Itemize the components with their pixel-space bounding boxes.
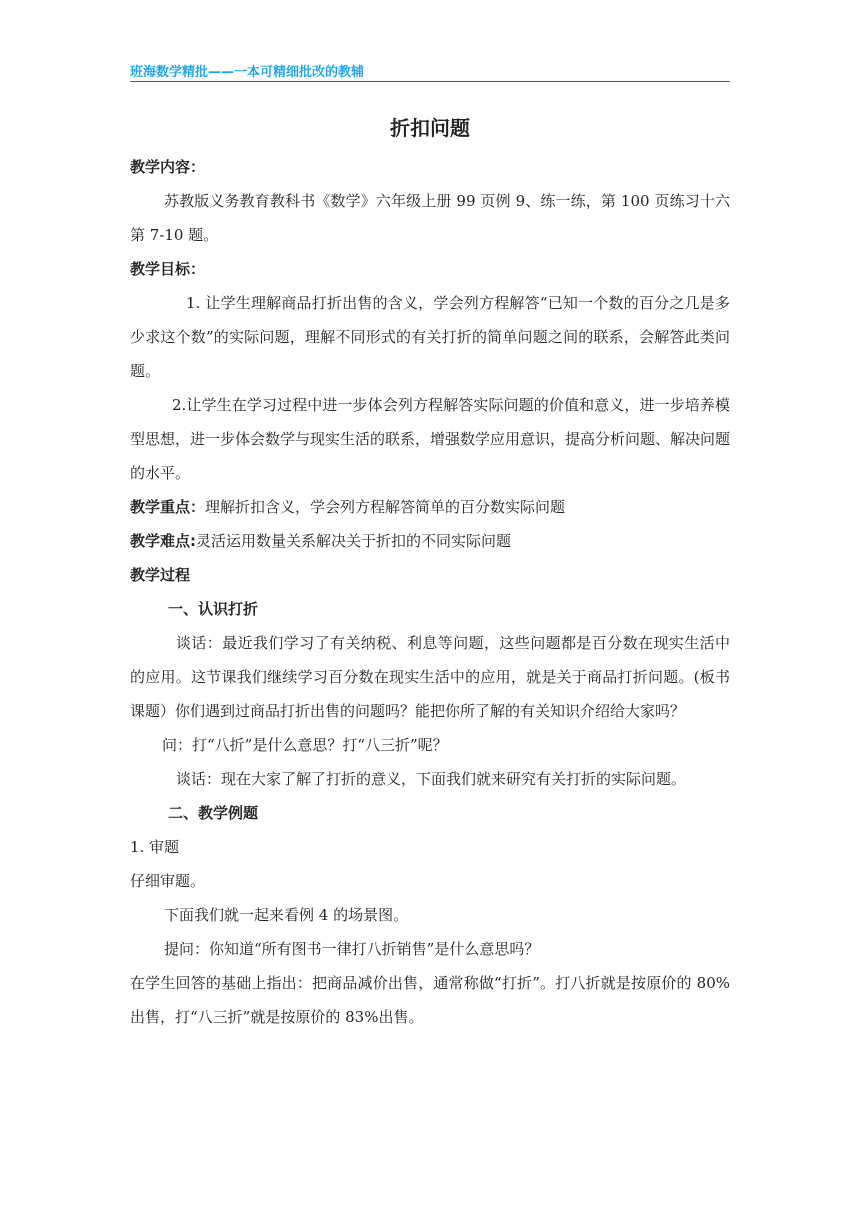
question-paragraph: 提问：你知道“所有图书一律打八折销售”是什么意思吗？ xyxy=(164,940,540,958)
difficulty-label: 教学难点: xyxy=(130,532,196,550)
page-header xyxy=(130,61,730,82)
section-2-heading: 二、教学例题 xyxy=(168,804,259,822)
section-1-paragraph-2: 问：打“八折”是什么意思？打“八三折”呢？ xyxy=(162,736,448,754)
conclusion-paragraph: 在学生回答的基础上指出：把商品减价出售，通常称做“打折”。打八折就是按原价的 80%出售，打“八三折”就是按原价的 83%出售。 xyxy=(130,974,730,1026)
header-text: 班海数学精批——一本可精细批改的教辅 xyxy=(130,65,365,80)
process-heading: 教学过程 xyxy=(130,566,191,584)
goal-1: 1. 让学生理解商品打折出售的含义，学会列方程解答“已知一个数的百分之几是多少求这个数”的实际问题，理解不同形式的有关打折的简单问题之间的联系，会解答此类问题。 xyxy=(130,294,730,380)
goal-2: 2.让学生在学习过程中进一步体会列方程解答实际问题的价值和意义，进一步培养模型思想，进一步体会数学与现实生活的联系，增强数学应用意识，提高分析问题、解决问题的水平。 xyxy=(130,396,731,482)
difficulty-text: 灵活运用数量关系解决关于折扣的不同实际问题 xyxy=(196,532,512,550)
section-1-paragraph-1: 谈话：最近我们学习了有关纳税、利息等问题，这些问题都是百分数在现实生活中的应用。这节课我们继续学习百分数在现实生活中的应用，就是关于商品打折问题。(板书课题）你们遇到过商品打折出售的问题吗？能把你所了解的有关知识介绍给大家吗？ xyxy=(130,634,730,720)
key-point xyxy=(130,490,730,524)
teaching-content-text: 苏教版义务教育教科书《数学》六年级上册 99 页例 9、练一练，第 100 页练习十六第 7-10 题。 xyxy=(130,192,730,244)
key-point-label: 教学重点： xyxy=(130,498,206,516)
item-1-heading: 1. 审题 xyxy=(130,838,180,856)
page-title: 折扣问题 xyxy=(390,116,470,140)
section-1-heading: 一、认识打折 xyxy=(168,600,259,618)
section-1-paragraph-3: 谈话：现在大家了解了打折的意义，下面我们就来研究有关打折的实际问题。 xyxy=(176,770,687,788)
teaching-content-heading: 教学内容： xyxy=(130,158,206,176)
scene-paragraph: 下面我们就一起来看例 4 的场景图。 xyxy=(164,906,409,924)
item-1-text: 仔细审题。 xyxy=(130,872,206,890)
goals-heading: 教学目标： xyxy=(130,260,206,278)
key-point-text: 理解折扣含义，学会列方程解答简单的百分数实际问题 xyxy=(205,498,566,516)
difficulty xyxy=(130,524,730,558)
document-body xyxy=(130,150,730,1034)
